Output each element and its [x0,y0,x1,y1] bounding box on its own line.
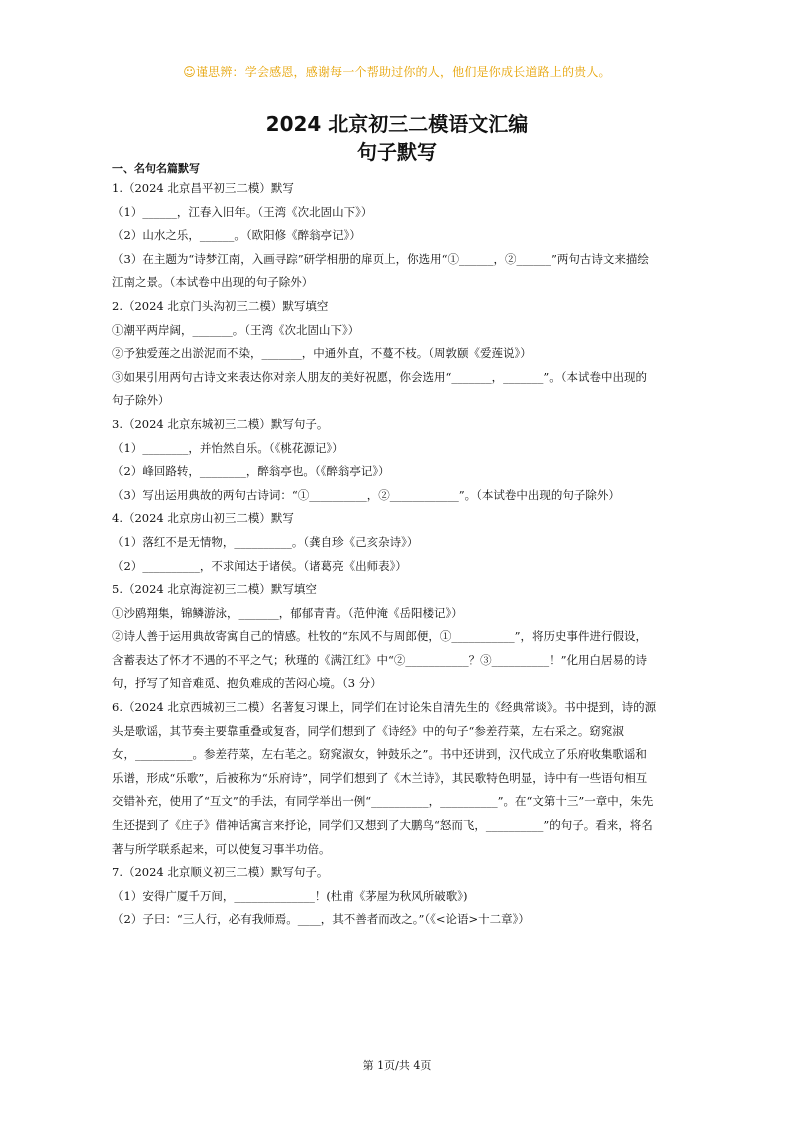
question-line: （2）子曰：“三人行，必有我师焉。____，其不善者而改之。”（《<论语>十二章》） [112,912,530,927]
question-4-header: 4.（2024 北京房山初三二模）默写 [112,511,294,526]
question-line: （3）写出运用典故的两句古诗词：“①__________，②____________”。（本试卷中出现的句子除外） [112,487,620,502]
question-line: 生还提到了《庄子》借神话寓言来抒论，同学们又想到了大鹏鸟“怒而飞，__________”的句子。看来，将名 [112,818,653,833]
question-line: ①潮平两岸阔，_______。（王湾《次北固山下》） [112,322,360,337]
question-line: （1）安得广厦千万间，______________！(杜甫《茅屋为秋风所破歌》) [112,888,468,903]
document-body [112,161,687,932]
question-line: 句，抒写了知音难觅、抱负难成的苦闷心境。（3 分） [112,676,382,691]
section-heading: 一、名句名篇默写 [112,162,200,175]
question-line: （2）__________，不求闻达于诸侯。（诸葛亮《出师表》） [112,558,407,573]
document-title: 2024 北京初三二模语文汇编 [265,112,529,136]
question-1-header: 1.（2024 北京昌平初三二模）默写 [112,181,294,195]
question-line: （1）________，并怡然自乐。（《桃花源记》） [112,440,344,455]
question-line: （2）峰回路转，________，醉翁亭也。（《醉翁亭记》） [112,464,390,479]
question-6-text: 6.（2024 北京西城初三二模）名著复习课上，同学们在讨论朱自清先生的《经典常谈》。书中提到，诗的源 [112,700,657,715]
question-line: 女，__________。参差荇菜，左右芼之。窈窕淑女，钟鼓乐之”。书中还讲到，汉代成立了乐府收集歌谣和 [112,747,647,762]
question-7-header: 7.（2024 北京顺义初三二模）默写句子。 [112,865,329,880]
question-line: （1）落红不是无情物，__________。（龚自珍《己亥杂诗》） [112,534,419,549]
question-line: ②诗人善于运用典故寄寓自己的情感。杜牧的“东风不与周郎便，①___________”，将历史事件进行假设， [112,629,648,644]
question-line: 江南之景。（本试卷中出现的句子除外） [112,275,314,290]
question-line: 交错补充，使用了“互文”的手法，有同学举出一例“__________，__________”。在“文第十三”一章中，朱先 [112,794,654,809]
question-line: 著与所学联系起来，可以使复习事半功倍。 [112,841,331,856]
motto-banner: ☺谨思辨：学会感恩，感谢每一个帮助过你的人，他们是你成长道路上的贵人。 [183,65,611,79]
question-line: ②予独爱莲之出淤泥而不染，_______，中通外直，不蔓不枝。（周敦颐《爱莲说》） [112,346,532,361]
document-subtitle: 句子默写 [357,140,437,164]
question-line: （1）______，江春入旧年。（王湾《次北固山下》） [112,204,373,219]
question-3-header: 3.（2024 北京东城初三二模）默写句子。 [112,416,329,431]
question-line: ③如果引用两句古诗文来表达你对亲人朋友的美好祝愿，你会选用“_______，_______”。（本试卷中出现的 [112,369,648,384]
question-line: （2）山水之乐，______。（欧阳修《醉翁亭记》） [112,228,361,243]
question-5-header: 5.（2024 北京海淀初三二模）默写填空 [112,582,317,597]
question-line: （3）在主题为“诗梦江南，入画寻踪”研学相册的扉页上，你选用“①______，②______”两句古诗文来描绘 [112,251,649,266]
question-line: 乐谱，形成“乐歌”，后被称为“乐府诗”，同学们想到了《木兰诗》，其民歌特色明显，诗中有一些语句相互 [112,770,648,785]
question-2-header: 2.（2024 北京门头沟初三二模）默写填空 [112,298,329,313]
question-line: 头是歌谣，其节奏主要靠重叠或复沓，同学们想到了《诗经》中的句子“参差荇菜，左右采之。窈窕淑 [112,723,624,738]
question-line: 句子除外） [112,393,170,408]
question-line: ①沙鸥翔集，锦鳞游泳，_______，郁郁青青。（范仲淹《岳阳楼记》） [112,605,463,620]
question-line: 含蓄表达了怀才不遇的不平之气；秋瑾的《满江红》中“②___________？③__________！”化用白居易的诗 [112,652,648,667]
page-footer: 第 1页/共 4页 [362,1059,432,1072]
